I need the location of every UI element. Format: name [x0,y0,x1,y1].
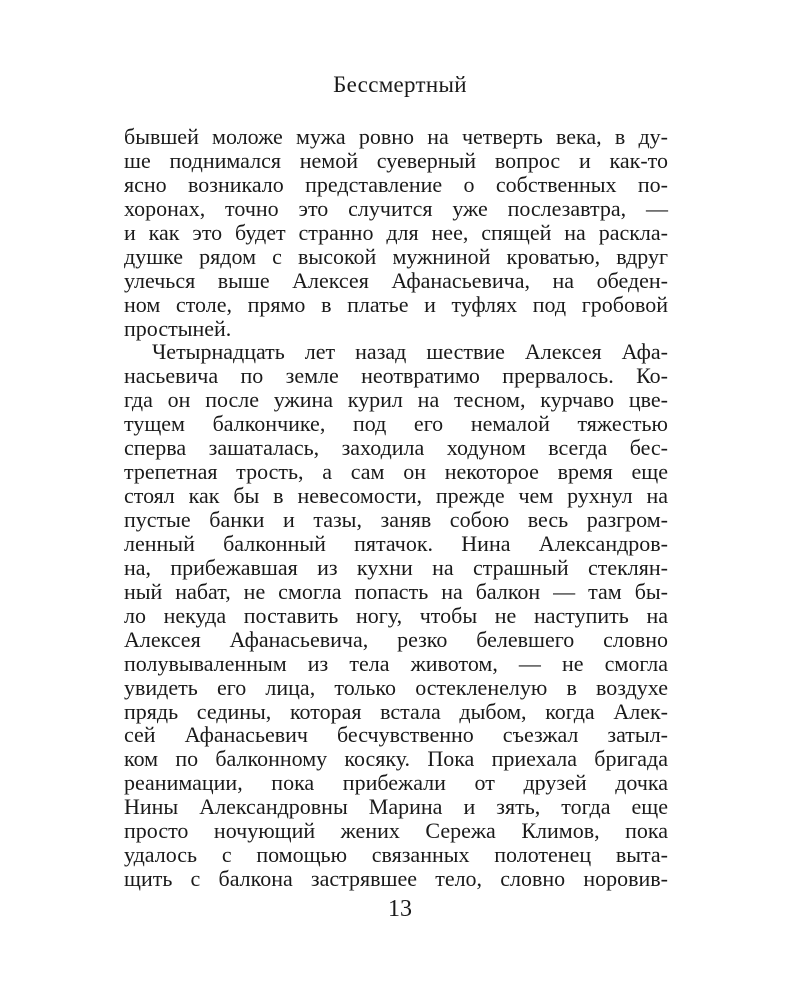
text-line: сей Афанасьевич бесчувственно съезжал затыл- [124,722,668,748]
text-line: ло некуда поставить ногу, чтобы не наступить на [124,602,668,628]
running-title: Бессмертный [333,72,467,97]
text-line: щить с балкона застрявшее тело, словно норовив- [124,866,668,892]
text-line: трепетная трость, а сам он некоторое время еще [124,459,668,485]
text-line: на, прибежавшая из кухни на страшный стеклян- [124,554,668,580]
text-line: просто ночующий жених Сережа Климов, пока [124,818,668,844]
text-line: Алексея Афанасьевича, резко белевшего словно [124,626,668,652]
text-line: улечься выше Алексея Афанасьевича, на обеден- [124,267,668,293]
text-line: ком по балконному косяку. Пока приехала бригада [124,746,668,772]
text-line: пустые банки и тазы, заняв собою весь разгром- [124,507,668,532]
text-line: прядь седины, которая встала дыбом, когда Алек- [124,698,668,724]
text-line: ше поднимался немой суеверный вопрос и как-то [124,147,668,173]
text-line: сперва зашаталась, заходила ходуном всегда бес- [124,435,668,461]
text-line: простыней. [124,315,232,341]
text-line: ном столе, прямо в платье и туфлях под гробовой [124,291,668,317]
text-line: ясно возникало представление о собственных по- [124,171,668,197]
text-line: тущем балкончике, под его немалой тяжестью [124,411,668,437]
text-line: душке рядом с высокой мужниной кроватью, вдруг [124,243,668,269]
text-line: Нины Александровны Марина и зять, тогда еще [124,794,668,820]
text-line: и как это будет странно для нее, спящей на раскла- [124,219,668,245]
text-line: насьевича по земле неотвратимо прервалось. Ко- [124,363,668,389]
text-line: хоронах, точно это случится уже послезавтра, — [124,195,668,221]
text-line: удалось с помощью связанных полотенец выта- [124,842,668,868]
body-text [124,125,668,891]
text-line: гда он после ужина курил на тесном, курчаво цве- [124,387,668,413]
text-line: полувываленным из тела животом, — не смогла [124,650,668,676]
page-number: 13 [388,896,412,922]
text-line: увидеть его лица, только остекленелую в воздухе [124,674,668,700]
paragraph [124,340,668,891]
text-line: реанимации, пока прибежали от друзей дочка [124,770,668,796]
text-line: ный набат, не смогла попасть на балкон — там бы- [124,578,668,604]
text-line: ленный балконный пятачок. Нина Александров- [124,530,668,556]
paragraph [124,125,668,340]
text-line: Четырнадцать лет назад шествие Алексея Афа- [152,339,668,365]
text-line: стоял как бы в невесомости, прежде чем рухнул на [124,483,668,509]
text-line: бывшей моложе мужа ровно на четверть века, в ду- [124,124,668,149]
